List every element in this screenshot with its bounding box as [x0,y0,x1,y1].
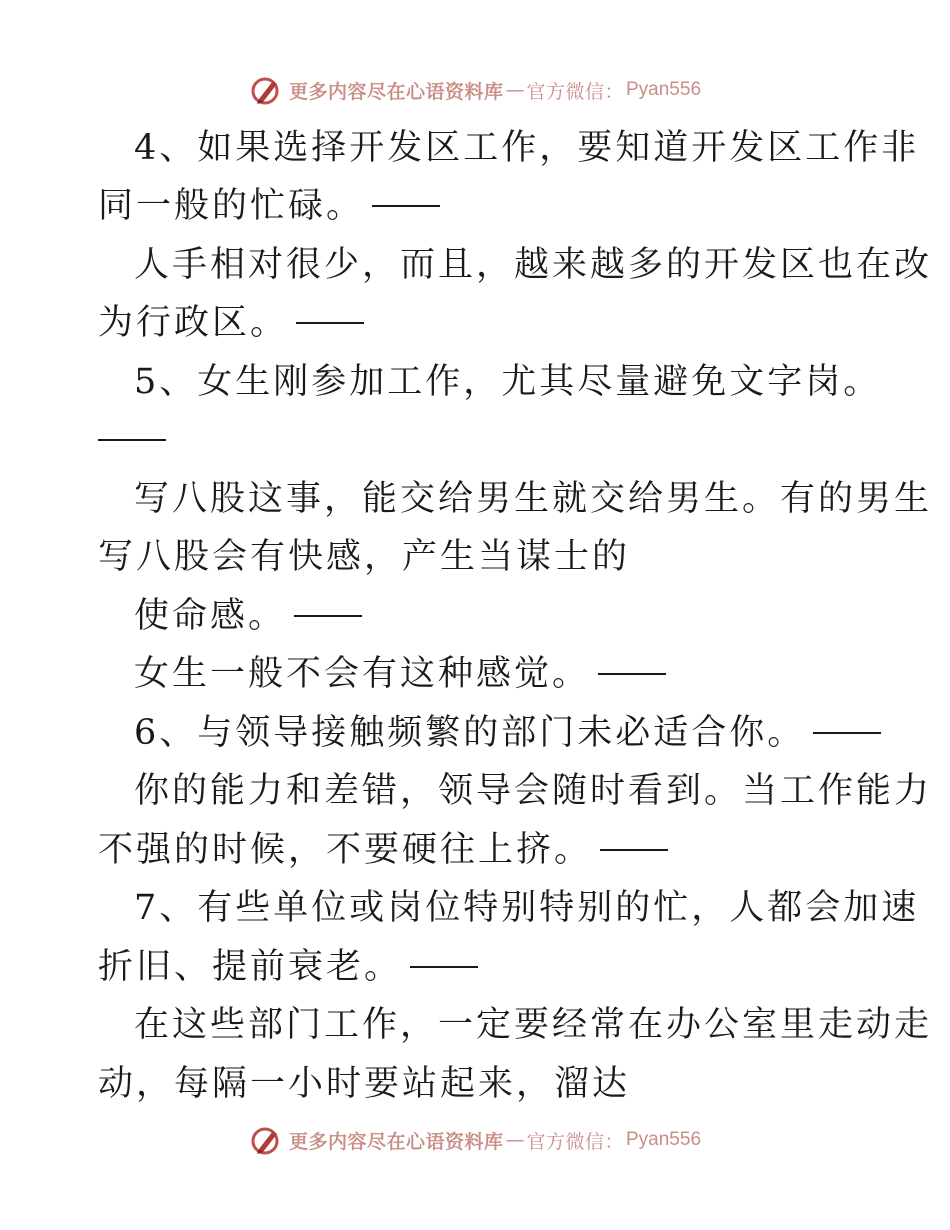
pen-logo-icon [249,73,283,107]
em-dash-rule [410,966,478,968]
footer-watermark [0,1120,950,1160]
text-line: 女生一般不会有这种感觉。 [134,645,666,703]
em-dash-rule [98,439,166,441]
watermark-label: 官方微信： [526,80,624,103]
text-line: 写八股会有快感，产生当谋士的 [98,537,631,577]
text-line: 人手相对很少，而且，越来越多的开发区也在改 [134,245,933,285]
text-line: 为行政区。 [98,294,364,352]
text-line: 动，每隔一小时要站起来，溜达 [98,1064,631,1104]
text-line: 7、有些单位或岗位特别特别的忙，人都会加速 [134,888,920,928]
text-line: 在这些部门工作，一定要经常在办公室里走动走 [134,1005,933,1045]
watermark-slogan: 更多内容尽在心语资料库 [288,1130,504,1153]
text-line: 不强的时候，不要硬往上挤。 [98,821,668,879]
text-line: 同一般的忙碌。 [98,177,440,235]
watermark-wechat-id: Pyan556 [626,1129,702,1150]
em-dash-rule [294,615,362,617]
text-line: 5、女生刚参加工作，尤其尽量避免文字岗。 [134,362,882,402]
pen-logo-icon [249,1123,283,1157]
text-line: 折旧、提前衰老。 [98,938,478,996]
watermark-label: 官方微信： [526,1130,624,1153]
watermark-slogan: 更多内容尽在心语资料库 [288,80,504,103]
watermark-wechat-id: Pyan556 [626,79,702,100]
text-line [98,411,166,469]
watermark-dash: — [505,1129,525,1151]
em-dash-rule [598,673,666,675]
header-watermark [0,70,950,110]
watermark-dash: — [505,79,525,101]
em-dash-rule [372,205,440,207]
text-line: 使命感。 [134,587,362,645]
text-line: 你的能力和差错，领导会随时看到。当工作能力 [134,771,933,811]
text-line: 写八股这事，能交给男生就交给男生。有的男生 [134,479,933,519]
em-dash-rule [813,732,881,734]
text-line: 4、如果选择开发区工作，要知道开发区工作非 [134,128,920,168]
em-dash-rule [600,849,668,851]
em-dash-rule [296,322,364,324]
text-line: 6、与领导接触频繁的部门未必适合你。 [134,704,881,762]
